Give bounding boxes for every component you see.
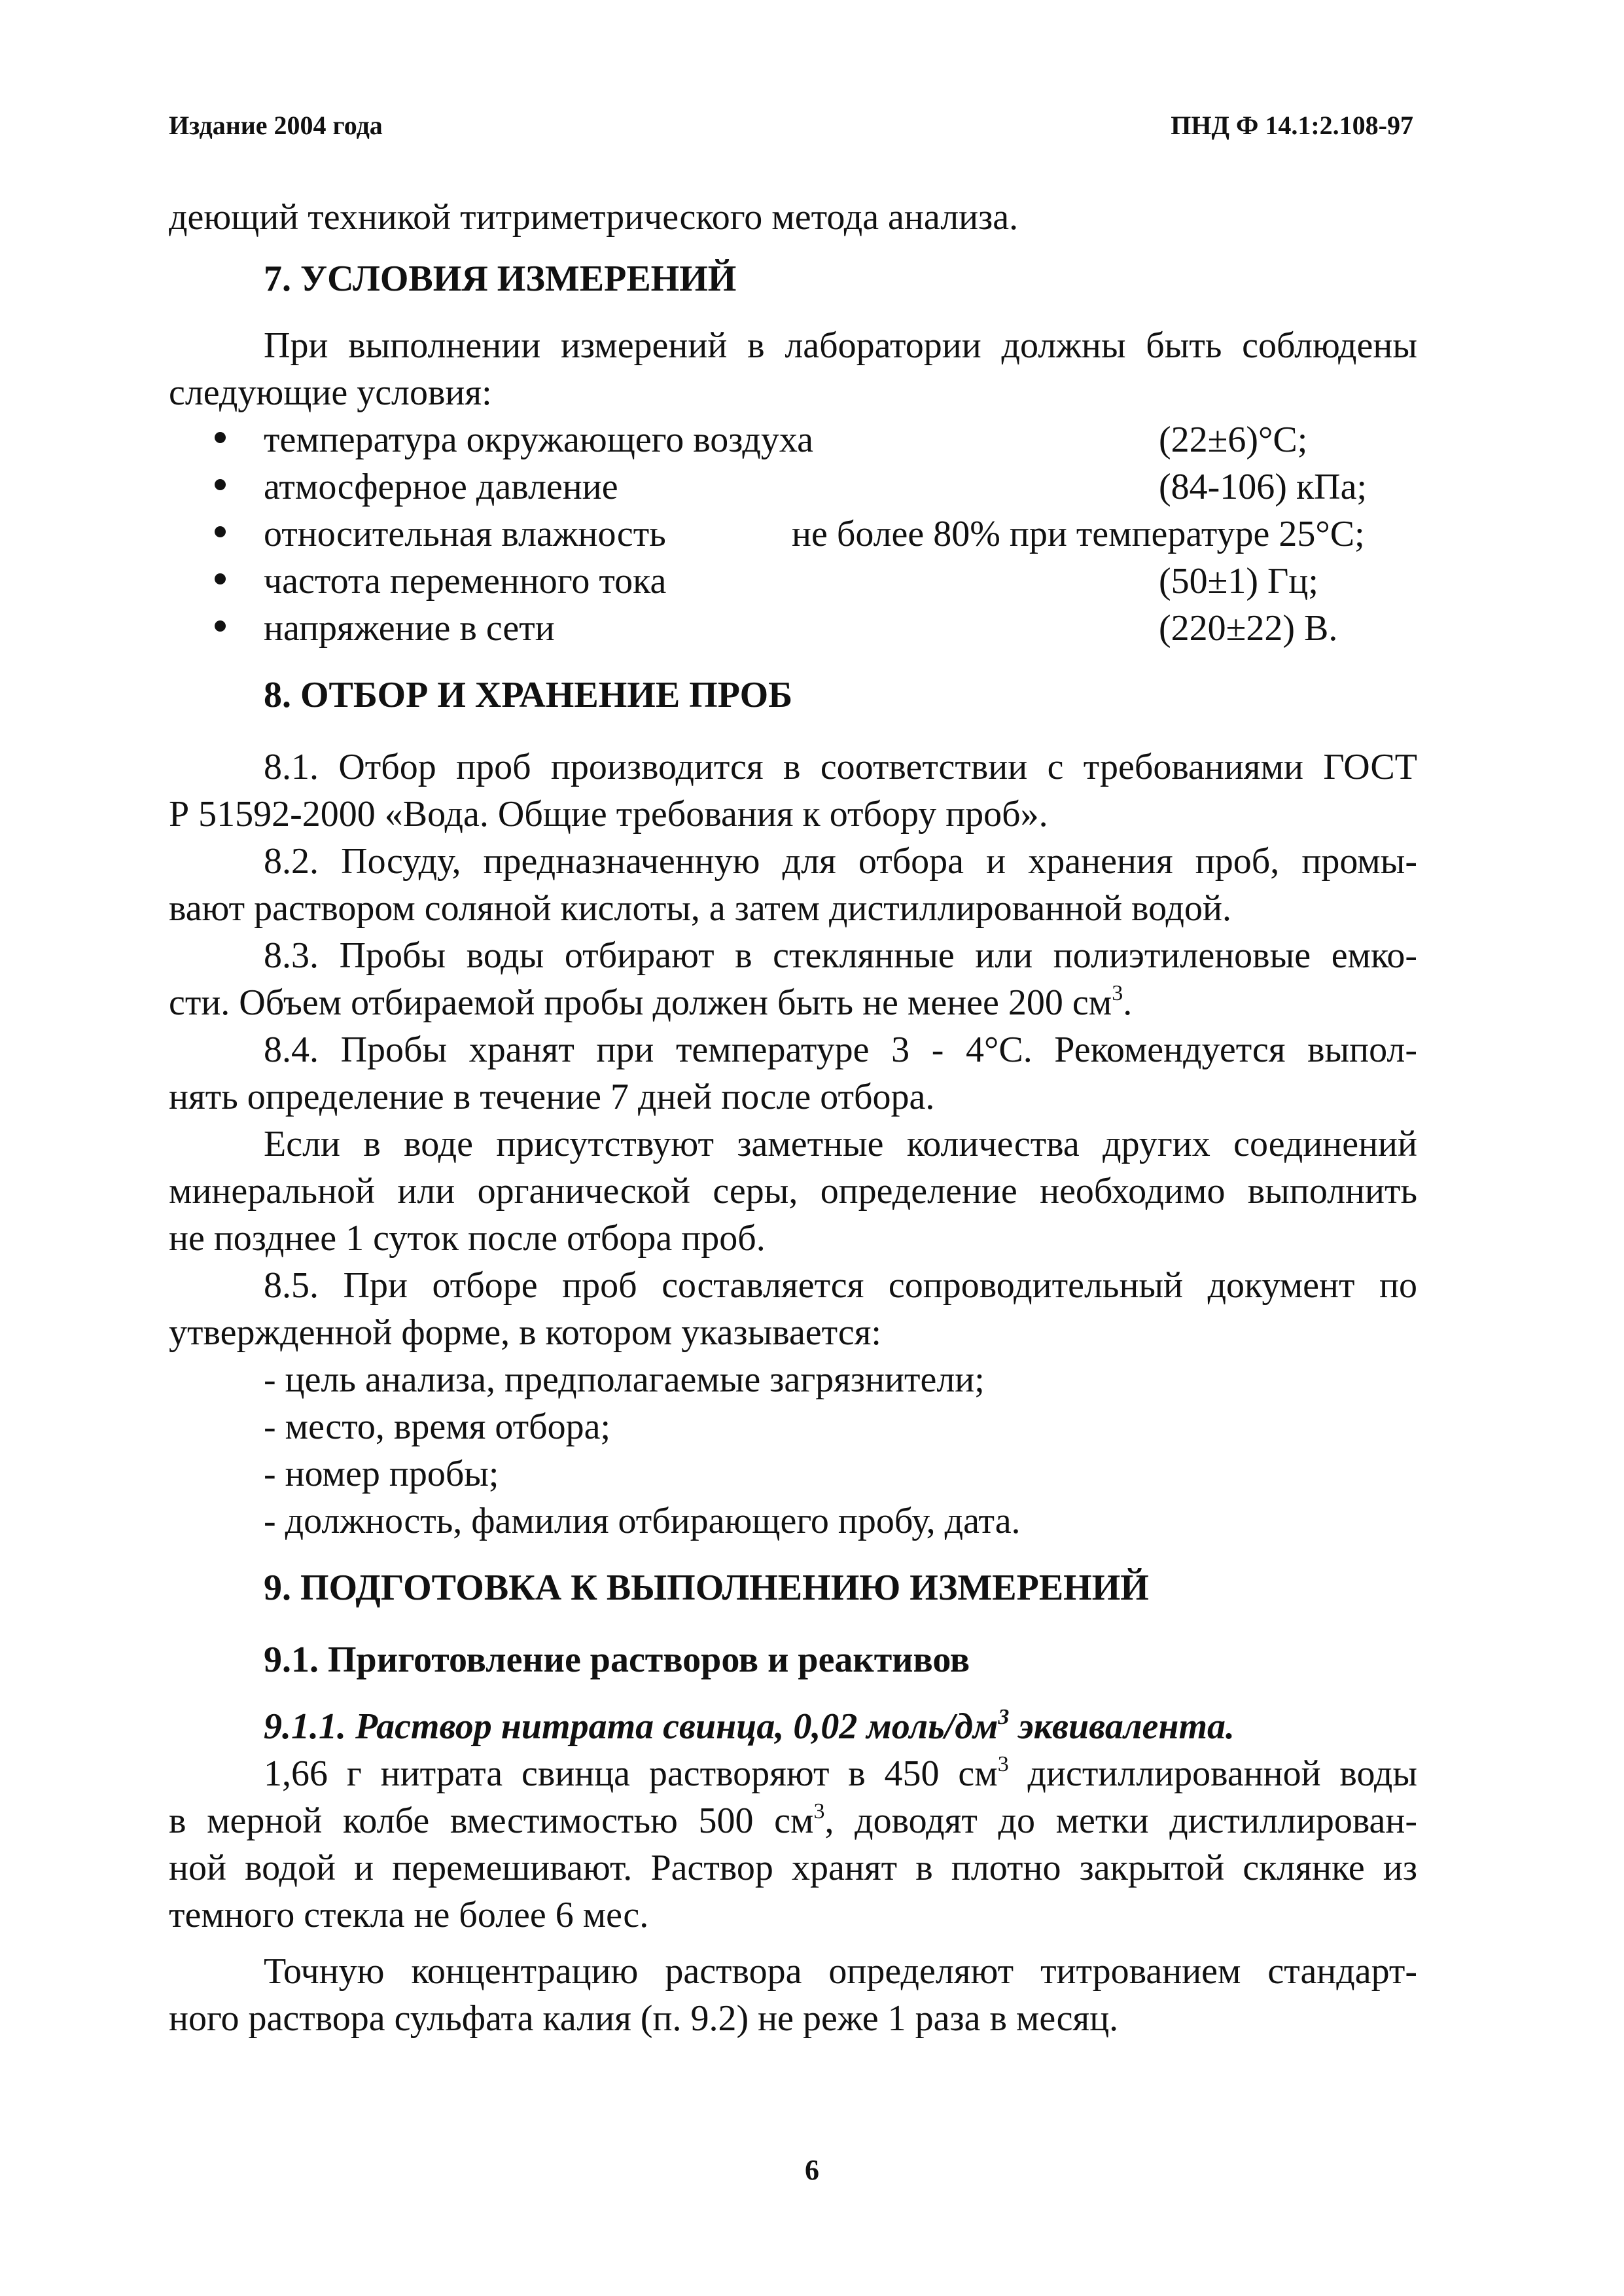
list-item: - должность, фамилия отбирающего пробу, дата. <box>264 1501 1021 1541</box>
superscript: 3 <box>813 1799 825 1823</box>
section-8-paragraph-line: 8.2. Посуду, предназначенную для отбора и хранения проб, промы- <box>264 841 1417 882</box>
section-7-lead-line-1: При выполнении измерений в лаборатории должны быть соблюдены <box>264 325 1417 366</box>
bullet-icon <box>215 526 226 537</box>
list-item: - место, время отбора; <box>264 1407 611 1447</box>
condition-value: (84-106) кПа; <box>1159 467 1368 507</box>
section-8-paragraph-line: Если в воде присутствуют заметные количества других соединений <box>264 1124 1417 1164</box>
section-7-lead-line-2: следующие условия: <box>169 372 492 413</box>
condition-item <box>169 463 1417 511</box>
text-run: в мерной колбе вместимостью 500 см <box>169 1801 814 1841</box>
section-8-paragraph-line: не позднее 1 суток после отбора проб. <box>169 1218 766 1259</box>
section-8-paragraph-line: 8.3. Пробы воды отбирают в стеклянные или полиэтиленовые емко- <box>264 935 1417 976</box>
section-9-paragraph-line: Точную концентрацию раствора определяют титрованием стандарт- <box>264 1951 1417 1992</box>
page-header <box>169 110 1413 149</box>
intro-line: деющий техникой титриметрического метода анализа. <box>169 197 1019 238</box>
section-9-title: 9. ПОДГОТОВКА К ВЫПОЛНЕНИЮ ИЗМЕРЕНИЙ <box>264 1568 1149 1608</box>
bullet-icon <box>215 573 226 584</box>
section-8-paragraph-line: 8.4. Пробы хранят при температуре 3 - 4°С. Рекомендуется выпол- <box>264 1030 1417 1070</box>
document-id: ПНД Ф 14.1:2.108-97 <box>1171 111 1413 140</box>
section-8-paragraph-line <box>169 979 1417 1026</box>
section-9-paragraph-line <box>169 1750 1417 1797</box>
page-number: 6 <box>805 2154 819 2186</box>
text-run: . <box>1123 982 1133 1023</box>
text-run: эквивалента. <box>1009 1706 1235 1747</box>
superscript: 3 <box>1112 981 1123 1005</box>
text-run: сти. Объем отбираемой пробы должен быть не менее 200 см <box>169 982 1112 1023</box>
condition-name: температура окружающего воздуха <box>264 420 814 460</box>
section-9-paragraph-line: темного стекла не более 6 мес. <box>169 1895 649 1935</box>
bullet-icon <box>215 620 226 632</box>
condition-value: (50±1) Гц; <box>1159 561 1318 601</box>
bullet-icon <box>215 479 226 490</box>
condition-value: (22±6)°С; <box>1159 420 1308 460</box>
section-9-paragraph-line: ного раствора сульфата калия (п. 9.2) не реже 1 раза в месяц. <box>169 1998 1119 2039</box>
condition-name: напряжение в сети <box>264 608 555 649</box>
text-run: 1,66 г нитрата свинца растворяют в 450 см <box>264 1753 998 1794</box>
list-item: - номер пробы; <box>264 1454 499 1494</box>
condition-item <box>169 511 1417 558</box>
text-run: , доводят до метки дистиллирован- <box>824 1801 1418 1841</box>
condition-value: (220±22) В. <box>1159 608 1338 649</box>
conditions-list <box>169 416 1417 652</box>
edition-label: Издание 2004 года <box>169 111 383 140</box>
page-content <box>169 194 1417 2042</box>
condition-item <box>169 558 1417 605</box>
section-8-paragraph-line: 8.1. Отбор проб производится в соответствии с требованиями ГОСТ <box>264 747 1417 787</box>
condition-name: частота переменного тока <box>264 561 667 601</box>
section-8-paragraph-line: 8.5. При отборе проб составляется сопроводительный документ по <box>264 1265 1417 1306</box>
superscript: 3 <box>998 1705 1010 1729</box>
list-item: - цель анализа, предполагаемые загрязнители; <box>264 1359 985 1400</box>
subsection-9-1-title: 9.1. Приготовление растворов и реактивов <box>264 1640 970 1680</box>
section-9-paragraph-line <box>169 1797 1417 1844</box>
bullet-icon <box>215 432 226 443</box>
section-8-paragraph-line: нять определение в течение 7 дней после отбора. <box>169 1077 935 1117</box>
superscript: 3 <box>997 1752 1009 1776</box>
section-8-paragraph-line: Р 51592-2000 «Вода. Общие требования к отбору проб». <box>169 794 1048 834</box>
section-7-title: 7. УСЛОВИЯ ИЗМЕРЕНИЙ <box>264 259 737 299</box>
subsection-9-1-1-title <box>169 1703 1417 1750</box>
condition-value: не более 80% при температуре 25°С; <box>792 514 1365 554</box>
text-run: дистиллированной воды <box>1008 1753 1417 1794</box>
condition-name: атмосферное давление <box>264 467 618 507</box>
condition-item <box>169 416 1417 463</box>
section-9-paragraph-line: ной водой и перемешивают. Раствор хранят в плотно закрытой склянке из <box>169 1848 1417 1888</box>
condition-name: относительная влажность <box>264 514 666 554</box>
condition-item <box>169 605 1417 652</box>
section-8-title: 8. ОТБОР И ХРАНЕНИЕ ПРОБ <box>264 675 793 715</box>
section-8-paragraph-line: утвержденной форме, в котором указывается: <box>169 1312 881 1353</box>
text-run: 9.1.1. Раствор нитрата свинца, 0,02 моль/дм <box>264 1706 998 1747</box>
section-8-paragraph-line: вают раствором соляной кислоты, а затем дистиллированной водой. <box>169 888 1231 929</box>
section-8-paragraph-line: минеральной или органической серы, определение необходимо выполнить <box>169 1171 1417 1211</box>
